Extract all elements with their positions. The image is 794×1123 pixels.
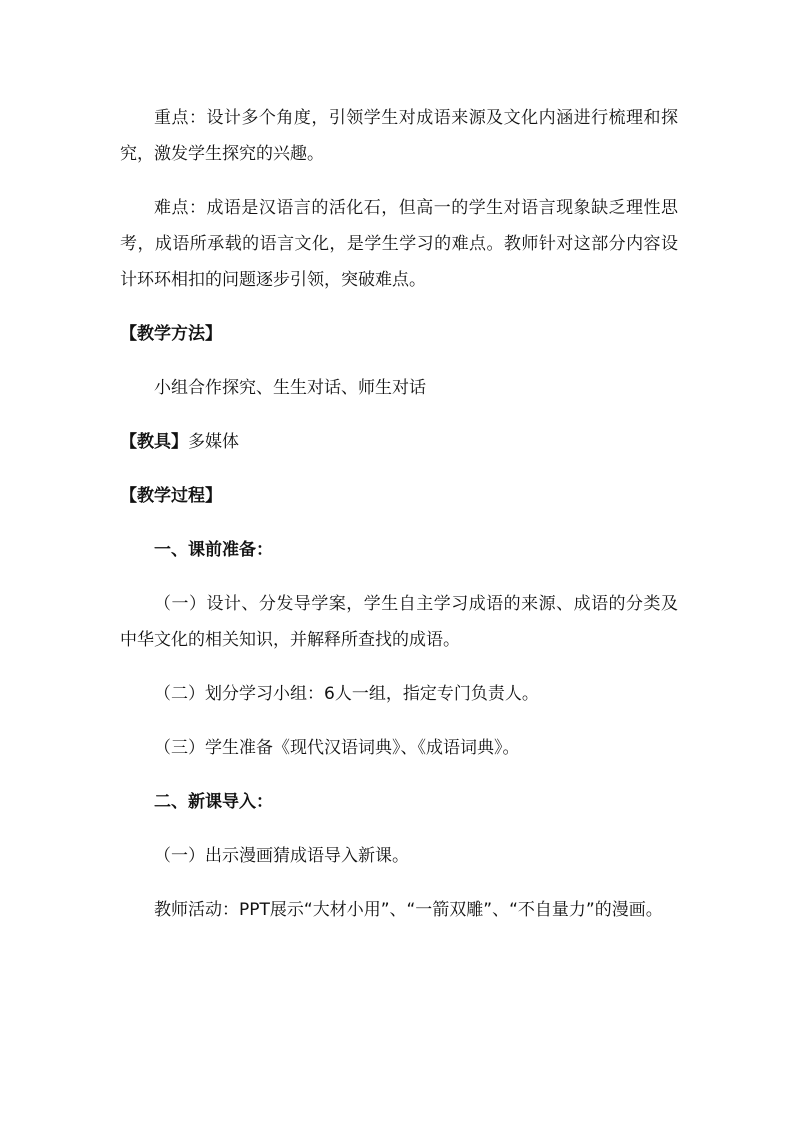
section-1-item-3: （三）学生准备《现代汉语词典》、《成语词典》。 (154, 738, 520, 758)
section-2-teacher-activity: 教师活动：PPT展示“大材小用”、“一箭双雕”、“不自量力”的漫画。 (154, 900, 663, 920)
section-1-heading: 一、课前准备： (154, 540, 273, 560)
teaching-tools-line (120, 424, 678, 460)
section-1-item-1: （一）设计、分发导学案，学生自主学习成语的来源、成语的分类及中华文化的相关知识，并解释所查找的成语。 (120, 594, 678, 650)
key-points-paragraph: 重点：设计多个角度，引领学生对成语来源及文化内涵进行梳理和探究，激发学生探究的兴趣。 (120, 108, 678, 164)
section-2-item-1: （一）出示漫画猜成语导入新课。 (154, 846, 409, 866)
section-1-item-2: （二）划分学习小组：6人一组，指定专门负责人。 (154, 684, 539, 704)
teaching-tools-text: 多媒体 (188, 432, 239, 452)
teaching-method-heading: 【教学方法】 (120, 324, 222, 344)
teaching-tools-heading: 【教具】 (120, 432, 188, 452)
teaching-process-heading: 【教学过程】 (120, 486, 222, 506)
difficulties-paragraph: 难点：成语是汉语言的活化石，但高一的学生对语言现象缺乏理性思考，成语所承载的语言文化，是学生学习的难点。教师针对这部分内容设计环环相扣的问题逐步引领，突破难点。 (120, 198, 678, 290)
teaching-method-text: 小组合作探究、生生对话、师生对话 (154, 378, 426, 398)
section-2-heading: 二、新课导入： (154, 792, 273, 812)
document-page (120, 100, 678, 946)
